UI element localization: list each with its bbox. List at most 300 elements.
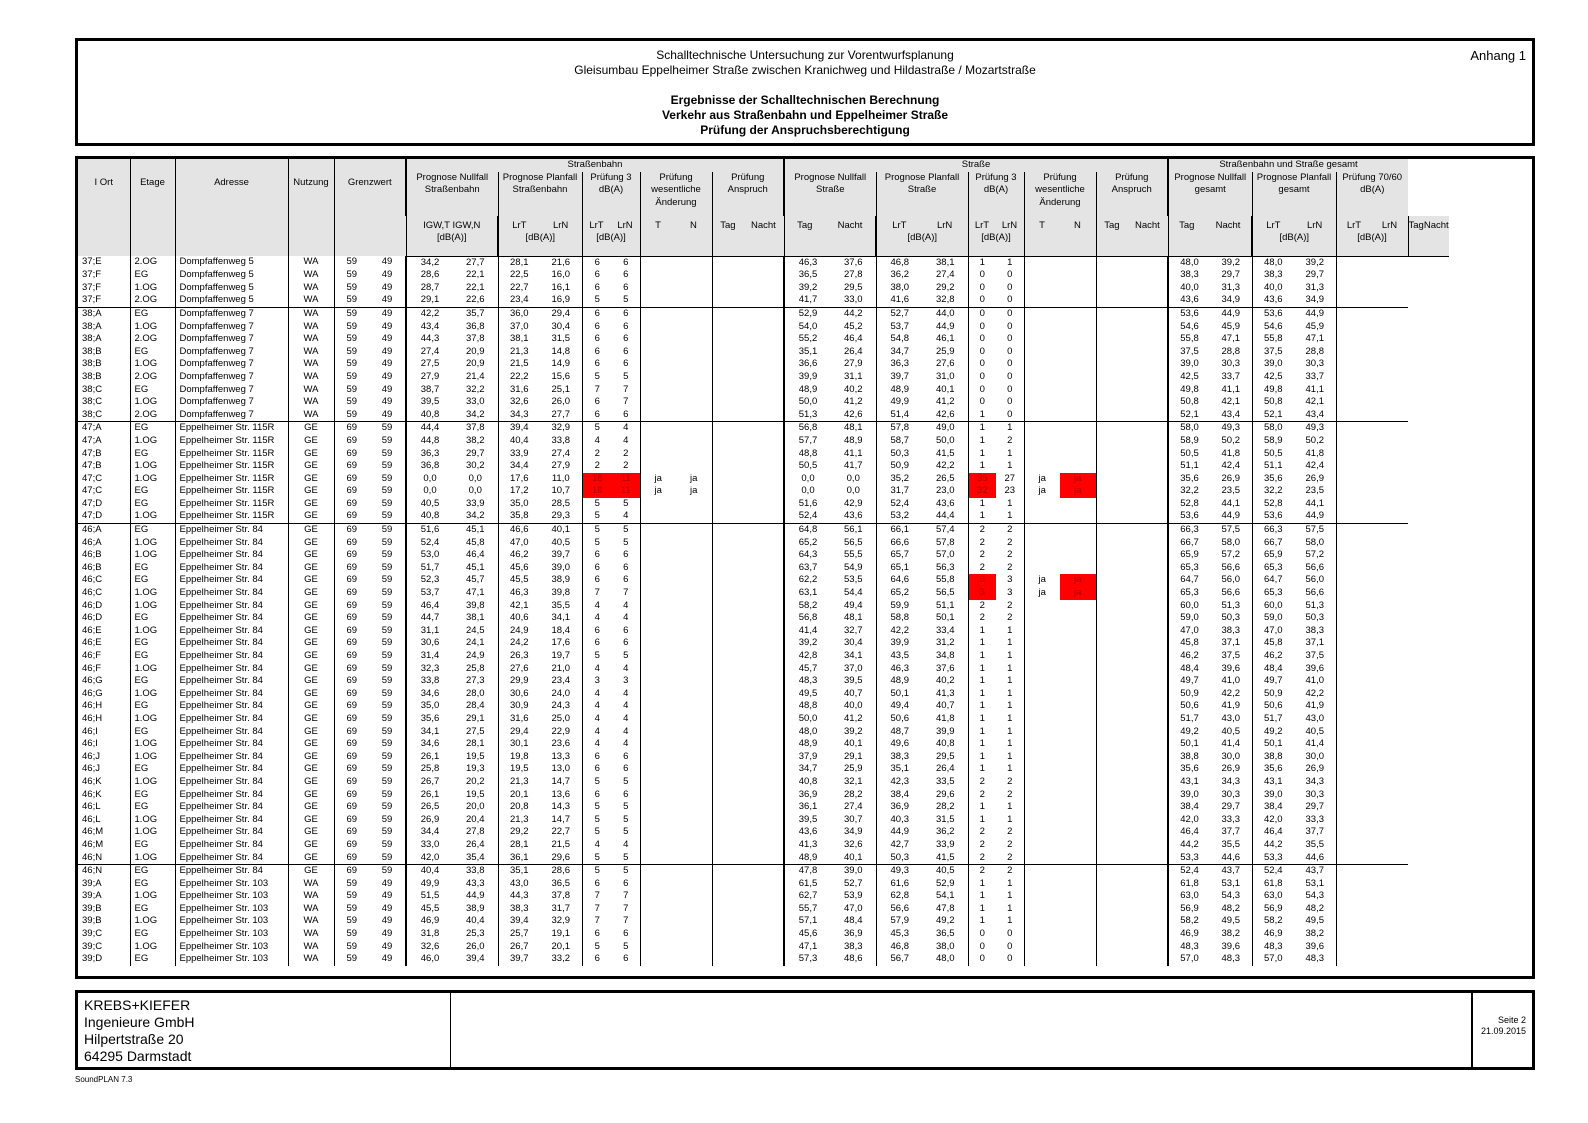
cell: 4: [623, 599, 629, 611]
cell: 49: [381, 928, 393, 940]
cell: 1: [968, 663, 996, 676]
cell: [1024, 726, 1060, 739]
cell: 46;B: [82, 561, 102, 573]
table-row: [78, 409, 1449, 422]
cell: Eppelheimer Str. 115R: [175, 460, 288, 473]
pruef7060-sub: Tag Nacht: [1408, 216, 1449, 257]
col-pruefansp-bahn: Prüfung Anspruch: [712, 172, 784, 216]
cell: 30,9: [498, 700, 540, 713]
cell: 16,1: [551, 281, 570, 293]
cell: 48,6: [844, 953, 863, 965]
cell: 4: [623, 712, 629, 724]
cell: 30,3: [1221, 788, 1240, 800]
cell: 7: [623, 383, 629, 395]
cell: 6: [582, 256, 612, 269]
cell: 51,3: [1305, 599, 1324, 611]
cell: 53,6: [1168, 510, 1210, 523]
cell: [1336, 256, 1372, 269]
cell: [1024, 700, 1060, 713]
cell: 6: [623, 269, 629, 281]
cell: 69: [334, 763, 369, 776]
cell: Eppelheimer Str. 84: [175, 726, 288, 739]
cell: [640, 409, 676, 422]
cell: [1060, 890, 1096, 903]
cell: [1336, 789, 1372, 802]
cell: WA: [288, 953, 334, 966]
cell: [676, 371, 712, 384]
cell: 35,6: [1252, 763, 1294, 776]
cell: [1372, 574, 1408, 587]
cell: 42,1: [1221, 396, 1240, 408]
cell: [1024, 801, 1060, 814]
cell: [1096, 510, 1132, 523]
cell: [1060, 256, 1096, 269]
cell: [1372, 307, 1408, 320]
cell: 5: [582, 852, 612, 865]
cell: GE: [288, 852, 334, 865]
cell: 59: [381, 725, 393, 737]
cell: 24,1: [466, 637, 485, 649]
cell: 5: [612, 865, 640, 878]
cell: 40,4: [498, 435, 540, 448]
table-row: [78, 650, 1449, 663]
cell: 48,4: [844, 915, 863, 927]
cell: [676, 751, 712, 764]
cell: Dompfaffenweg 5: [175, 269, 288, 282]
cell: [1132, 738, 1168, 751]
cell: 2: [1007, 775, 1013, 787]
cell: 38,3: [1252, 269, 1294, 282]
cell: [748, 574, 784, 587]
cell: 59: [334, 953, 369, 966]
cell: [1060, 776, 1096, 789]
cell: 19,8: [498, 751, 540, 764]
cell: 13,6: [551, 788, 570, 800]
cell: [1096, 663, 1132, 676]
cell: 11: [612, 473, 640, 486]
cell: 5: [623, 650, 629, 661]
cell: 4: [623, 662, 629, 674]
cell: [712, 524, 748, 537]
cell: [748, 537, 784, 550]
table-row: [78, 763, 1449, 776]
cell: 43,0: [498, 878, 540, 891]
cell: [1060, 915, 1096, 928]
cell: [1060, 637, 1096, 650]
cell: [1336, 663, 1372, 676]
cell: [1132, 941, 1168, 954]
cell: [676, 852, 712, 865]
cell: 46,4: [1168, 826, 1210, 839]
cell: [640, 763, 676, 776]
cell: [1336, 409, 1372, 422]
cell: [748, 422, 784, 435]
cell: [1132, 256, 1168, 269]
table-row: [78, 700, 1449, 713]
cell: [1060, 321, 1096, 334]
cell: [712, 814, 748, 827]
cell: 2: [968, 826, 996, 839]
cell: 64,3: [784, 549, 831, 562]
cell: 28,7: [406, 282, 453, 295]
cell: [1096, 826, 1132, 839]
cell: [676, 282, 712, 295]
cell: 52,1: [1168, 409, 1210, 422]
cell: 6: [623, 408, 629, 420]
cell: 39,5: [844, 675, 863, 687]
cell: 41,2: [844, 712, 863, 724]
cell: [1132, 915, 1168, 928]
cell: 45,8: [1168, 637, 1210, 650]
cell: 1: [1007, 712, 1013, 724]
cell: 46;L: [82, 801, 101, 813]
cell: 46;K: [82, 775, 102, 787]
cell: 49,7: [1168, 675, 1210, 688]
cell: 59: [334, 282, 369, 295]
cell: [1372, 852, 1408, 865]
cell: [712, 903, 748, 916]
cell: [1372, 371, 1408, 384]
cell: 46;K: [82, 788, 102, 800]
cell: 50,3: [876, 852, 923, 865]
cell: 42,1: [498, 600, 540, 613]
cell: [1372, 890, 1408, 903]
cell: [712, 269, 748, 282]
cell: 36,8: [466, 320, 485, 332]
cell: 29,7: [1305, 801, 1324, 813]
cell: 2: [1007, 788, 1013, 800]
grenzwert-unit: IGW,T IGW,N [dB(A)]: [406, 216, 498, 257]
company-address: [84, 997, 195, 1065]
cell: 37,1: [1221, 637, 1240, 649]
cell: 1: [968, 915, 996, 928]
cell: 41,3: [784, 839, 831, 852]
col-etage: Etage: [130, 159, 175, 256]
cell: 1.OG: [130, 738, 175, 751]
cell: [1060, 384, 1096, 397]
cell: 40,2: [936, 675, 955, 687]
cell: 31,1: [406, 625, 453, 638]
cell: 61,5: [784, 878, 831, 891]
cell: 48,8: [784, 448, 831, 461]
cell: 2.OG: [130, 256, 175, 269]
cell: [1024, 269, 1060, 282]
cell: 42,9: [844, 497, 863, 509]
cell: 25,9: [844, 763, 863, 775]
cell: 52,3: [406, 574, 453, 587]
cell: [748, 460, 784, 473]
cell: 26,3: [498, 650, 540, 663]
cell: [1336, 903, 1372, 916]
cell: 59,0: [1252, 612, 1294, 625]
cell: 40,7: [936, 700, 955, 712]
cell: 34,3: [498, 409, 540, 422]
cell: [712, 600, 748, 613]
cell: [712, 307, 748, 320]
cell: 5: [623, 826, 629, 838]
cell: [748, 865, 784, 878]
cell: [712, 763, 748, 776]
cell: 46,1: [936, 333, 955, 345]
cell: [712, 852, 748, 865]
cell: 4: [582, 600, 612, 613]
cell: 33,0: [466, 396, 485, 408]
cell: 56,0: [1221, 574, 1240, 586]
cell: [1372, 346, 1408, 359]
cell: [676, 713, 712, 726]
cell: 59: [334, 307, 369, 320]
cell: 55,8: [936, 574, 955, 586]
cell: 34,4: [498, 460, 540, 473]
cell: 48,0: [1168, 256, 1210, 269]
cell: 6: [623, 333, 629, 345]
cell: 26,9: [1305, 763, 1324, 775]
cell: 6: [623, 637, 629, 649]
cell: [1096, 282, 1132, 295]
cell: 38,2: [1305, 928, 1324, 940]
cell: 59: [334, 941, 369, 954]
cell: EG: [130, 726, 175, 739]
cell: 1: [968, 738, 996, 751]
cell: 1: [968, 650, 996, 663]
cell: 38,3: [1305, 624, 1324, 636]
cell: [712, 878, 748, 891]
col-pruef7060: Prüfung 70/60 dB(A): [1336, 172, 1408, 216]
cell: 28,8: [1221, 345, 1240, 357]
cell: 33,5: [936, 775, 955, 787]
cell: EG: [130, 789, 175, 802]
cell: [1096, 890, 1132, 903]
cell: [640, 650, 676, 663]
cell: [712, 726, 748, 739]
cell: 55,8: [1168, 333, 1210, 346]
cell: [1060, 537, 1096, 550]
cell: [748, 915, 784, 928]
cell: Dompfaffenweg 5: [175, 294, 288, 307]
cell: 7: [623, 902, 629, 914]
cell: 6: [582, 574, 612, 587]
table-row: [78, 549, 1449, 562]
cell: [1024, 903, 1060, 916]
cell: [676, 738, 712, 751]
cell: 1: [1007, 675, 1013, 687]
cell: 32,9: [551, 915, 570, 927]
cell: 1: [968, 751, 996, 764]
cell: 37,6: [844, 256, 863, 268]
cell: 44,6: [1221, 851, 1240, 863]
cell: 1: [1007, 662, 1013, 674]
cell: 46;A: [82, 536, 102, 548]
cell: [1336, 625, 1372, 638]
cell: 45,2: [844, 320, 863, 332]
cell: 38,1: [498, 333, 540, 346]
cell: 2: [1007, 851, 1013, 863]
cell: 36,0: [498, 307, 540, 320]
cell: 39,7: [498, 953, 540, 966]
cell: [1096, 384, 1132, 397]
cell: [1060, 510, 1096, 523]
cell: 2.OG: [130, 294, 175, 307]
cell: 0,0: [846, 485, 860, 497]
cell: 5: [582, 537, 612, 550]
cell: 59: [334, 269, 369, 282]
cell: 2: [968, 612, 996, 625]
cell: 32,6: [406, 941, 453, 954]
cell: [1132, 574, 1168, 587]
cell: [640, 738, 676, 751]
cell: 49,8: [1168, 384, 1210, 397]
cell: 69: [334, 485, 369, 498]
cell: 46;E: [82, 624, 102, 636]
cell: 46;M: [82, 826, 104, 838]
cell: [712, 422, 748, 435]
cell: [748, 396, 784, 409]
cell: 44,1: [1221, 497, 1240, 509]
cell: [640, 358, 676, 371]
cell: [1372, 333, 1408, 346]
cell: 1.OG: [130, 713, 175, 726]
cell: [1336, 814, 1372, 827]
cell: ja: [1060, 587, 1096, 600]
cell: 31,3: [1221, 281, 1240, 293]
cell: 6: [623, 750, 629, 762]
cell: [676, 612, 712, 625]
cell: [1132, 801, 1168, 814]
cell: [1060, 839, 1096, 852]
cell: [712, 789, 748, 802]
cell: 19,5: [466, 788, 485, 800]
cell: 33,4: [936, 624, 955, 636]
cell: 1: [968, 675, 996, 688]
cell: EG: [130, 801, 175, 814]
cell: 33,8: [406, 675, 453, 688]
cell: 0: [1007, 940, 1013, 952]
cell: [1096, 256, 1132, 269]
cell: [748, 928, 784, 941]
cell: 35,6: [406, 713, 453, 726]
cell: [1024, 510, 1060, 523]
cell: Eppelheimer Str. 84: [175, 865, 288, 878]
cell: 37,1: [1305, 637, 1324, 649]
cell: 5: [582, 941, 612, 954]
cell: [1372, 562, 1408, 575]
cell: 42,2: [876, 625, 923, 638]
cell: [748, 294, 784, 307]
cell: 31,7: [876, 485, 923, 498]
cell: 51,7: [406, 562, 453, 575]
cell: 49,3: [1210, 422, 1252, 435]
cell: WA: [288, 396, 334, 409]
cell: 52,9: [936, 877, 955, 889]
cell: [1060, 713, 1096, 726]
cell: 5: [582, 776, 612, 789]
cell: [748, 282, 784, 295]
cell: 48,9: [784, 384, 831, 397]
cell: 39,8: [466, 599, 485, 611]
cell: [676, 637, 712, 650]
cell: 53,3: [1252, 852, 1294, 865]
cell: 46,0: [406, 953, 453, 966]
cell: 33,3: [1305, 813, 1324, 825]
cell: 1.OG: [130, 826, 175, 839]
cell: 41,8: [1221, 447, 1240, 459]
cell: 38,9: [466, 902, 485, 914]
table-row: [78, 789, 1449, 802]
cell: [712, 435, 748, 448]
cell: 21,6: [551, 256, 570, 268]
cell: 59: [381, 472, 393, 484]
cell: 48,3: [1305, 953, 1324, 965]
cell: [640, 524, 676, 537]
cell: 65,9: [1168, 549, 1210, 562]
cell: [1096, 294, 1132, 307]
cell: Eppelheimer Str. 84: [175, 549, 288, 562]
cell: 59: [381, 574, 393, 586]
cell: 2: [1007, 612, 1013, 624]
cell: 4: [612, 422, 640, 435]
cell: [1336, 941, 1372, 954]
cell: GE: [288, 498, 334, 511]
table-row: [78, 852, 1449, 865]
cell: 38,3: [876, 751, 923, 764]
cell: [1372, 763, 1408, 776]
cell: 39,5: [406, 396, 453, 409]
cell: 46,3: [876, 663, 923, 676]
cell: 51,1: [936, 599, 955, 611]
cell: [1024, 826, 1060, 839]
cell: [1132, 422, 1168, 435]
cell: 1: [1007, 915, 1013, 927]
cell: [1336, 713, 1372, 726]
cell: ja: [640, 473, 676, 486]
software-label: SoundPLAN 7.3: [75, 1075, 133, 1084]
cell: Dompfaffenweg 7: [175, 346, 288, 359]
cell: 34,6: [406, 688, 453, 701]
cell: 1.OG: [130, 321, 175, 334]
cell: 50,5: [1252, 448, 1294, 461]
cell: 23,4: [551, 675, 570, 687]
cell: GE: [288, 448, 334, 461]
cell: 5: [623, 370, 629, 382]
cell: [1060, 358, 1096, 371]
cell: 5: [623, 940, 629, 952]
cell: 39,6: [1221, 662, 1240, 674]
cell: [1024, 498, 1060, 511]
cell: Eppelheimer Str. 84: [175, 839, 288, 852]
cell: GE: [288, 637, 334, 650]
cell: 52,7: [844, 877, 863, 889]
cell: [748, 878, 784, 891]
cell: [712, 915, 748, 928]
cell: [1096, 852, 1132, 865]
cell: [640, 903, 676, 916]
cell: [1096, 333, 1132, 346]
cell: 6: [582, 763, 612, 776]
cell: [1096, 498, 1132, 511]
cell: 47,0: [498, 537, 540, 550]
cell: 45,1: [453, 524, 498, 537]
cell: 46,4: [1252, 826, 1294, 839]
cell: 39,4: [466, 953, 485, 965]
cell: 49: [381, 345, 393, 357]
cell: [640, 915, 676, 928]
cell: 56,9: [1168, 903, 1210, 916]
cell: 4: [582, 738, 612, 751]
cell: 0: [968, 371, 996, 384]
cell: EG: [130, 928, 175, 941]
cell: 69: [334, 637, 369, 650]
cell: 52,4: [406, 537, 453, 550]
